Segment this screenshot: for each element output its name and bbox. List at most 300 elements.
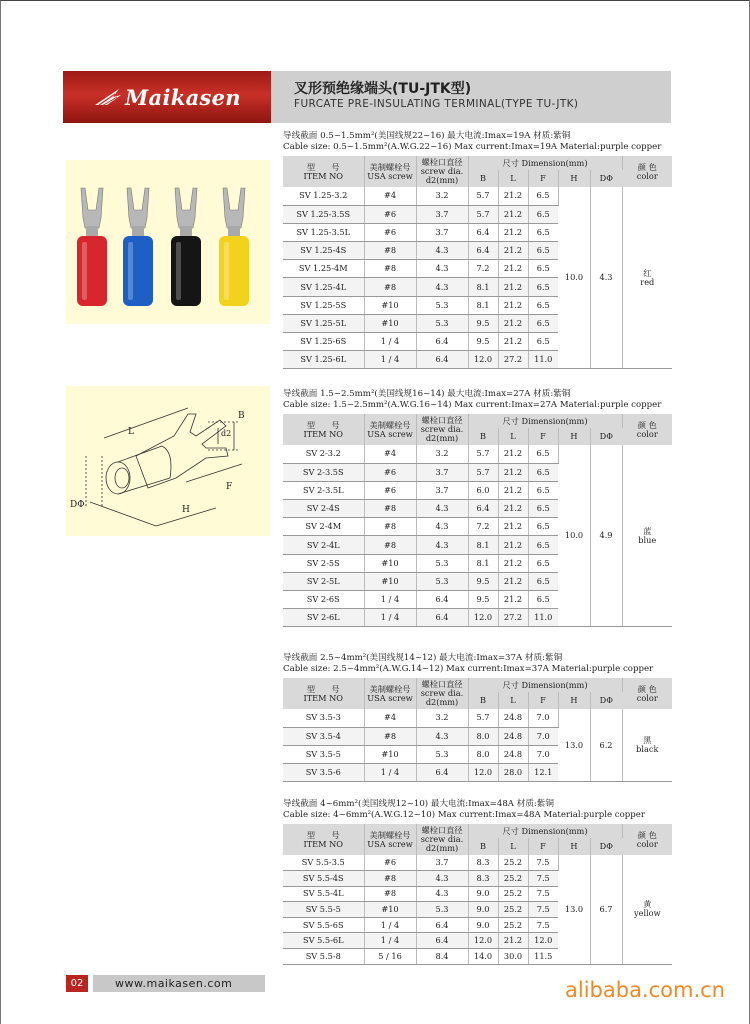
cell-l: 21.2 [498,278,528,296]
cell-d2: 3.7 [416,855,468,871]
section-0-19A [283,131,673,369]
cell-l: 21.2 [498,205,528,223]
header-color [622,824,672,855]
cell-screw: 1 / 4 [364,764,416,782]
cell-l: 21.2 [498,223,528,241]
cell-d2: 6.4 [416,591,468,609]
header-dia-en: screw dia. [420,688,464,698]
cell-f: 6.5 [528,205,558,223]
cell-d2: 4.3 [416,260,468,278]
cell-b: 8.3 [468,871,498,887]
dim-label-B: B [238,411,245,421]
cell-item: SV 3.5-5 [283,745,364,763]
cell-f: 6.5 [528,278,558,296]
cell-b: 5.7 [468,463,498,481]
header-color-en: color [636,428,658,439]
header-screw-en: USA screw [367,428,413,439]
cell-f: 11.0 [528,351,558,369]
cell-d2: 4.3 [416,518,468,536]
header-color-en: color [636,692,658,703]
cell-b: 5.7 [468,709,498,727]
header-f: F [528,838,558,855]
cell-f: 6.5 [528,481,558,499]
header-b: B [468,428,498,445]
header-dia-cn: 螺栓口直径 [421,679,463,689]
cell-b: 5.7 [468,445,498,463]
cell-screw: 1 / 4 [364,917,416,933]
cell-d2: 6.4 [416,933,468,949]
cell-d2: 6.4 [416,764,468,782]
cell-d2: 5.3 [416,314,468,332]
cell-item: SV 2-6L [283,609,364,627]
header-color-cn: 颜 色 [637,829,657,840]
cell-f: 7.0 [528,709,558,727]
cable-caption-cn: 导线截面 1.5~2.5mm²(美国线规16~14) 最大电流:Imax=27A 材质:紫铜 [283,389,571,399]
cell-f: 6.5 [528,500,558,518]
header-dia-cn: 螺栓口直径 [421,825,463,835]
cell-b: 8.0 [468,745,498,763]
cell-f: 6.5 [528,260,558,278]
cell-f: 7.5 [528,871,558,887]
cell-l: 21.2 [498,445,528,463]
color-en: blue [638,534,657,545]
cell-l: 21.2 [498,500,528,518]
cell-b: 8.3 [468,855,498,871]
spec-table [283,156,672,369]
header-screw [364,156,416,187]
cell-screw: #8 [364,278,416,296]
header-screw-en: USA screw [367,692,413,703]
cell-d2: 4.3 [416,727,468,745]
cell-l: 21.2 [498,242,528,260]
cell-l: 25.2 [498,902,528,918]
cell-b: 12.0 [468,609,498,627]
cell-screw: 1 / 4 [364,333,416,351]
cell-h: 13.0 [558,709,590,782]
cell-b: 9.5 [468,333,498,351]
table-row [283,187,672,205]
header-item-en: ITEM NO [303,692,344,703]
cell-item: SV 1.25-4L [283,278,364,296]
section-1-27A [283,389,673,627]
header-f: F [528,428,558,445]
color-en: red [640,276,655,287]
cable-caption-en: Cable size: 2.5~4mm²(A.W.G.14~12) Max current:Imax=37A Material:purple copper [283,664,654,674]
spec-table [283,678,672,782]
header-l: L [498,170,528,187]
header-dia-unit: d2(mm) [425,697,459,707]
cell-f: 6.5 [528,572,558,590]
cell-d2: 3.7 [416,481,468,499]
cell-d2: 4.3 [416,536,468,554]
header-d: DΦ [590,428,622,445]
cell-screw: #10 [364,554,416,572]
cell-item: SV 2-3.5L [283,481,364,499]
cell-item: SV 3.5-4 [283,727,364,745]
header-dia-en: screw dia. [420,834,464,844]
dim-label-H: H [182,505,190,515]
cell-b: 8.1 [468,554,498,572]
header-screw-cn: 美制螺栓号 [369,829,411,840]
cell-screw: 1 / 4 [364,609,416,627]
cell-l: 24.8 [498,709,528,727]
cell-b: 6.4 [468,223,498,241]
cell-f: 6.5 [528,296,558,314]
cell-f: 6.5 [528,554,558,572]
cell-l: 24.8 [498,727,528,745]
cell-item: SV 5.5-4S [283,871,364,887]
terminal-red-icon [77,188,107,306]
cell-l: 28.0 [498,764,528,782]
cell-l: 21.2 [498,187,528,205]
cell-b: 12.0 [468,933,498,949]
cell-item: SV 1.25-4M [283,260,364,278]
cell-f: 12.0 [528,933,558,949]
cell-item: SV 1.25-3.5S [283,205,364,223]
cable-caption-cn: 导线截面 4~6mm²(美国线规12~10) 最大电流:Imax=48A 材质:紫铜 [283,799,554,809]
header-dia-en: screw dia. [420,424,464,434]
cell-screw: #10 [364,572,416,590]
dim-label-F: F [226,482,233,492]
cell-screw: #6 [364,481,416,499]
cell-screw: 5 / 16 [364,949,416,965]
cell-d: 6.2 [590,709,622,782]
header-l: L [498,838,528,855]
header-l: L [498,692,528,709]
cell-item: SV 1.25-5S [283,296,364,314]
cell-l: 27.2 [498,609,528,627]
header-dia [416,156,468,187]
spade-terminal-drawing [66,386,270,536]
color-cn: 黑 [643,735,652,746]
cell-item: SV 5.5-5 [283,902,364,918]
cell-screw: 1 / 4 [364,591,416,609]
spec-table [283,414,672,627]
header-color-en: color [636,838,658,849]
cell-d2: 5.3 [416,554,468,572]
brand-name: Maikasen [125,85,241,110]
header-dimension: 尺寸 Dimension(mm) [468,678,622,692]
cell-f: 6.5 [528,223,558,241]
cell-l: 25.2 [498,886,528,902]
cell-d2: 3.2 [416,187,468,205]
cell-item: SV 5.5-8 [283,949,364,965]
cell-b: 5.7 [468,187,498,205]
title-en: FURCATE PRE-INSULATING TERMINAL(TYPE TU-JTK) [294,98,579,110]
header-screw-en: USA screw [367,838,413,849]
cell-d: 6.7 [590,855,622,964]
color-en: black [636,744,659,755]
cell-item: SV 5.5-4L [283,886,364,902]
header-item-en: ITEM NO [303,428,344,439]
cell-color [622,445,672,627]
cell-item: SV 5.5-6S [283,917,364,933]
cell-item: SV 3.5-6 [283,764,364,782]
cell-f: 6.5 [528,591,558,609]
header-f: F [528,692,558,709]
cell-f: 7.0 [528,745,558,763]
cell-screw: 1 / 4 [364,933,416,949]
cell-d2: 4.3 [416,500,468,518]
brand-logo [63,71,271,123]
cell-l: 24.8 [498,745,528,763]
table-row [283,855,672,871]
cell-l: 21.2 [498,296,528,314]
header-item-cn: 型 号 [306,419,340,430]
header-b: B [468,692,498,709]
cell-screw: #10 [364,296,416,314]
header-item [283,414,364,445]
header-h: H [558,838,590,855]
header-screw-cn: 美制螺栓号 [369,419,411,430]
product-photo [66,160,270,324]
cell-b: 9.5 [468,591,498,609]
cell-screw: #8 [364,260,416,278]
cell-b: 7.2 [468,260,498,278]
cell-d2: 6.4 [416,917,468,933]
cell-l: 21.2 [498,314,528,332]
dimension-diagram [66,386,270,536]
cell-l: 21.2 [498,933,528,949]
terminals-image [66,160,270,324]
cell-f: 6.5 [528,518,558,536]
cell-h: 10.0 [558,187,590,369]
cell-screw: #10 [364,314,416,332]
cell-l: 21.2 [498,518,528,536]
cell-b: 8.1 [468,536,498,554]
header-d: DΦ [590,692,622,709]
cell-d2: 5.3 [416,745,468,763]
cell-d2: 3.7 [416,223,468,241]
terminal-blue-icon [123,188,153,306]
cell-d2: 4.3 [416,871,468,887]
header-dia-cn: 螺栓口直径 [421,157,463,167]
cell-item: SV 1.25-6S [283,333,364,351]
cable-caption-en: Cable size: 1.5~2.5mm²(A.W.G.16~14) Max current:Imax=27A Material:purple copper [283,400,662,410]
cell-d2: 3.2 [416,445,468,463]
cell-screw: #6 [364,223,416,241]
table-row [283,445,672,463]
header-d: DΦ [590,170,622,187]
header-color [622,678,672,709]
cell-h: 13.0 [558,855,590,964]
cell-f: 7.0 [528,727,558,745]
cell-screw: #10 [364,902,416,918]
header-dia-unit: d2(mm) [425,433,459,443]
header-item-cn: 型 号 [306,683,340,694]
cell-item: SV 2-3.2 [283,445,364,463]
cell-color [622,855,672,964]
cell-item: SV 2-5L [283,572,364,590]
header-dia-unit: d2(mm) [425,175,459,185]
cell-d: 4.9 [590,445,622,627]
cell-b: 9.0 [468,917,498,933]
header-screw [364,678,416,709]
cell-b: 6.0 [468,481,498,499]
cell-b: 8.1 [468,278,498,296]
cell-f: 11.5 [528,949,558,965]
cell-screw: 1 / 4 [364,351,416,369]
cell-d2: 4.3 [416,886,468,902]
cell-l: 21.2 [498,554,528,572]
cell-h: 10.0 [558,445,590,627]
title-cn: 叉形预绝缘端头(TU-JTK型) [294,81,472,97]
header-item [283,156,364,187]
cell-b: 7.2 [468,518,498,536]
header-item [283,678,364,709]
dim-label-D: DΦ [70,500,85,510]
header-h: H [558,692,590,709]
cell-l: 21.2 [498,463,528,481]
cell-item: SV 5.5-3.5 [283,855,364,871]
header-dia [416,824,468,855]
header-item-en: ITEM NO [303,838,344,849]
header-item [283,824,364,855]
cell-b: 6.4 [468,242,498,260]
header-color-cn: 颜 色 [637,161,657,172]
cell-b: 6.4 [468,500,498,518]
cell-screw: #8 [364,727,416,745]
cell-item: SV 1.25-3.2 [283,187,364,205]
cell-l: 21.2 [498,572,528,590]
cell-screw: #8 [364,871,416,887]
terminal-yellow-icon [219,188,249,306]
header-item-cn: 型 号 [306,829,340,840]
cell-item: SV 1.25-6L [283,351,364,369]
cell-l: 21.2 [498,260,528,278]
cell-d2: 4.3 [416,242,468,260]
cell-l: 21.2 [498,481,528,499]
header-dia-unit: d2(mm) [425,843,459,853]
header-screw [364,824,416,855]
cell-color [622,187,672,369]
cell-d2: 6.4 [416,609,468,627]
cell-f: 7.5 [528,886,558,902]
cell-d2: 8.4 [416,949,468,965]
dim-label-d2: d2 [221,429,232,438]
cell-f: 7.5 [528,855,558,871]
cell-l: 21.2 [498,333,528,351]
section-2-37A [283,653,673,782]
cell-d: 4.3 [590,187,622,369]
cell-screw: #6 [364,855,416,871]
header-color-cn: 颜 色 [637,683,657,694]
cell-f: 6.5 [528,445,558,463]
header-dimension: 尺寸 Dimension(mm) [468,156,622,170]
cell-l: 30.0 [498,949,528,965]
header-color [622,156,672,187]
header-color-en: color [636,170,658,181]
wing-icon [93,85,123,109]
cell-b: 12.0 [468,351,498,369]
cell-l: 25.2 [498,871,528,887]
cell-screw: #10 [364,745,416,763]
header-l: L [498,428,528,445]
cell-d2: 6.4 [416,333,468,351]
cell-f: 6.5 [528,314,558,332]
cell-item: SV 2-3.5S [283,463,364,481]
spec-table [283,824,672,965]
cell-item: SV 3.5-3 [283,709,364,727]
cell-item: SV 5.5-6L [283,933,364,949]
cell-b: 9.5 [468,572,498,590]
header-dia-cn: 螺栓口直径 [421,415,463,425]
header-b: B [468,170,498,187]
section-3-48A [283,799,673,965]
header-h: H [558,170,590,187]
header-dimension: 尺寸 Dimension(mm) [468,414,622,428]
cell-item: SV 2-4S [283,500,364,518]
cell-b: 5.7 [468,205,498,223]
cell-b: 8.0 [468,727,498,745]
cell-l: 21.2 [498,536,528,554]
header-screw [364,414,416,445]
header-dia [416,414,468,445]
cell-f: 6.5 [528,463,558,481]
cell-screw: #4 [364,709,416,727]
cell-screw: #8 [364,886,416,902]
cell-f: 12.1 [528,764,558,782]
cell-f: 7.5 [528,917,558,933]
header-dimension: 尺寸 Dimension(mm) [468,824,622,838]
cable-caption-en: Cable size: 4~6mm²(A.W.G.12~10) Max current:Imax=48A Material:purple copper [283,810,645,820]
cell-color [622,709,672,782]
cell-screw: #8 [364,536,416,554]
header-h: H [558,428,590,445]
cell-screw: #6 [364,205,416,223]
website-link[interactable]: www.maikasen.com [93,975,265,992]
cell-f: 11.0 [528,609,558,627]
cell-l: 25.2 [498,855,528,871]
header-item-cn: 型 号 [306,161,340,172]
cell-b: 8.1 [468,296,498,314]
cell-f: 6.5 [528,333,558,351]
color-cn: 黄 [643,899,652,910]
page-number: 02 [66,975,88,992]
cable-caption-cn: 导线截面 2.5~4mm²(美国线规14~12) 最大电流:Imax=37A 材质:紫铜 [283,653,563,663]
cell-item: SV 1.25-4S [283,242,364,260]
cell-b: 14.0 [468,949,498,965]
header-b: B [468,838,498,855]
cable-caption-cn: 导线截面 0.5~1.5mm²(美国线规22~16) 最大电流:Imax=19A 材质:紫铜 [283,131,571,141]
dim-label-L: L [128,427,134,437]
cell-b: 9.0 [468,902,498,918]
header-dia-en: screw dia. [420,166,464,176]
header-d: DΦ [590,838,622,855]
cell-d2: 3.7 [416,205,468,223]
cell-d2: 5.3 [416,572,468,590]
cell-item: SV 2-6S [283,591,364,609]
cell-d2: 5.3 [416,902,468,918]
header-color-cn: 颜 色 [637,419,657,430]
cell-d2: 5.3 [416,296,468,314]
cell-item: SV 1.25-5L [283,314,364,332]
cell-f: 7.5 [528,902,558,918]
cell-screw: #8 [364,500,416,518]
cell-item: SV 2-4L [283,536,364,554]
color-en: yellow [633,908,661,919]
cell-b: 9.0 [468,886,498,902]
cable-caption-en: Cable size: 0.5~1.5mm²(A.W.G.22~16) Max current:Imax=19A Material:purple copper [283,142,662,152]
cell-l: 21.2 [498,591,528,609]
cell-b: 12.0 [468,764,498,782]
header-dia [416,678,468,709]
cell-f: 6.5 [528,242,558,260]
watermark: alibaba.com.cn [565,978,725,1002]
cell-screw: #8 [364,518,416,536]
cell-screw: #6 [364,463,416,481]
cell-d2: 3.2 [416,709,468,727]
